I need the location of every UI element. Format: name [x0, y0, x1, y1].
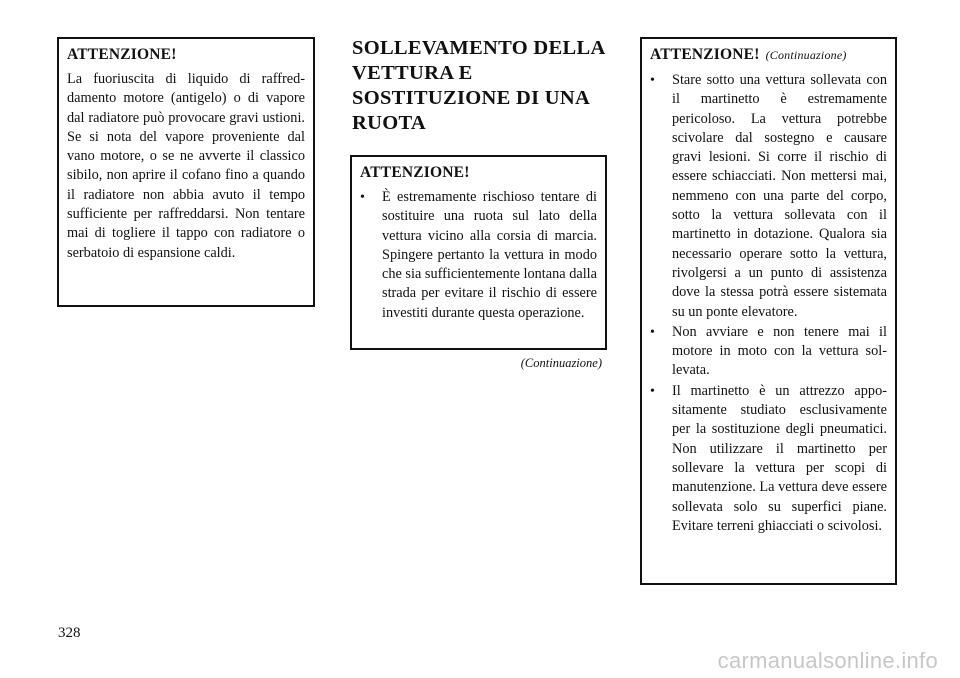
warning-text: La fuoriuscita di liquido di raffreddamento motore (antigelo) o di vapore dal radiatore può provocare gravi ustioni. Se si nota del vapore proveniente dal vano motore, o se ne avverte il classico sibilo, non aprire il cofano fino a quando il radiatore non abbia avuto il tempo sufficiente per raffreddarsi. Non tentare mai di togliere il tappo con radiatore o serbatoio di espansione caldi. — [67, 71, 305, 261]
warning-bullet — [650, 71, 887, 322]
bullet-icon: • — [360, 190, 365, 205]
warning-title — [650, 45, 887, 65]
bullet-text: È estremamente rischioso tentare di sostituire una ruota sul lato della vettura vicino alla corsia di marcia. Spingere pertanto la vettura in modo che sia sufficientemente lontana dalla strada per evitare il rischio di essere investiti durante questa operazione. — [382, 189, 597, 321]
warning-title: ATTENZIONE! — [67, 46, 177, 63]
warning-title: ATTENZIONE! — [360, 164, 470, 181]
bullet-text: Stare sotto una vettura sollevata con il martinetto è estremamente pericoloso. La vettura potrebbe scivolare dal sostegno e causare gravi lesioni. Si corre il rischio di essere schiacciati. Non mettersi mai, nemmeno con una parte del corpo, sotto la vettura sollevata con il martinetto in dotazione. Qualora sia necessario operare sotto la vettura, rivolgersi a un punto di assistenza dove la stessa potrà essere sistemata su un ponte elevatore. — [672, 72, 887, 320]
bullet-icon: • — [650, 73, 655, 88]
coolant-warning-box — [57, 37, 315, 307]
jack-warning-box — [640, 37, 897, 585]
continuation-note: (Continuazione) — [520, 356, 602, 370]
bullet-text: Non avviare e non tenere mai il motore in moto con la vettura sollevata. — [672, 323, 887, 379]
warning-title-continuation: (Continuazione) — [765, 48, 847, 62]
warning-bullet-list — [650, 71, 887, 536]
watermark: carmanualsonline.info — [717, 648, 938, 673]
warning-bullet-list — [360, 188, 597, 323]
page-number: 328 — [58, 625, 81, 641]
bullet-icon: • — [650, 383, 655, 399]
section-heading: SOLLEVAMENTO DELLA VETTURA E SOSTITUZIONE DI UNA RUOTA — [352, 37, 605, 134]
warning-bullet — [360, 188, 597, 323]
warning-bullet — [650, 323, 887, 381]
warning-title-text: ATTENZIONE! — [650, 46, 760, 63]
bullet-icon: • — [650, 324, 655, 340]
warning-bullet — [650, 382, 887, 536]
wheel-change-warning-box — [350, 155, 607, 350]
bullet-text: Il martinetto è un attrezzo appositamente studiato esclusivamente per la sostituzione degli pneumatici. Non utilizzare il martinetto per sollevare la vettura per scopi di manutenzione. La vettura deve essere sollevata solo su superfici piane. Evitare terreni ghiacciati o scivolosi. — [672, 382, 887, 534]
